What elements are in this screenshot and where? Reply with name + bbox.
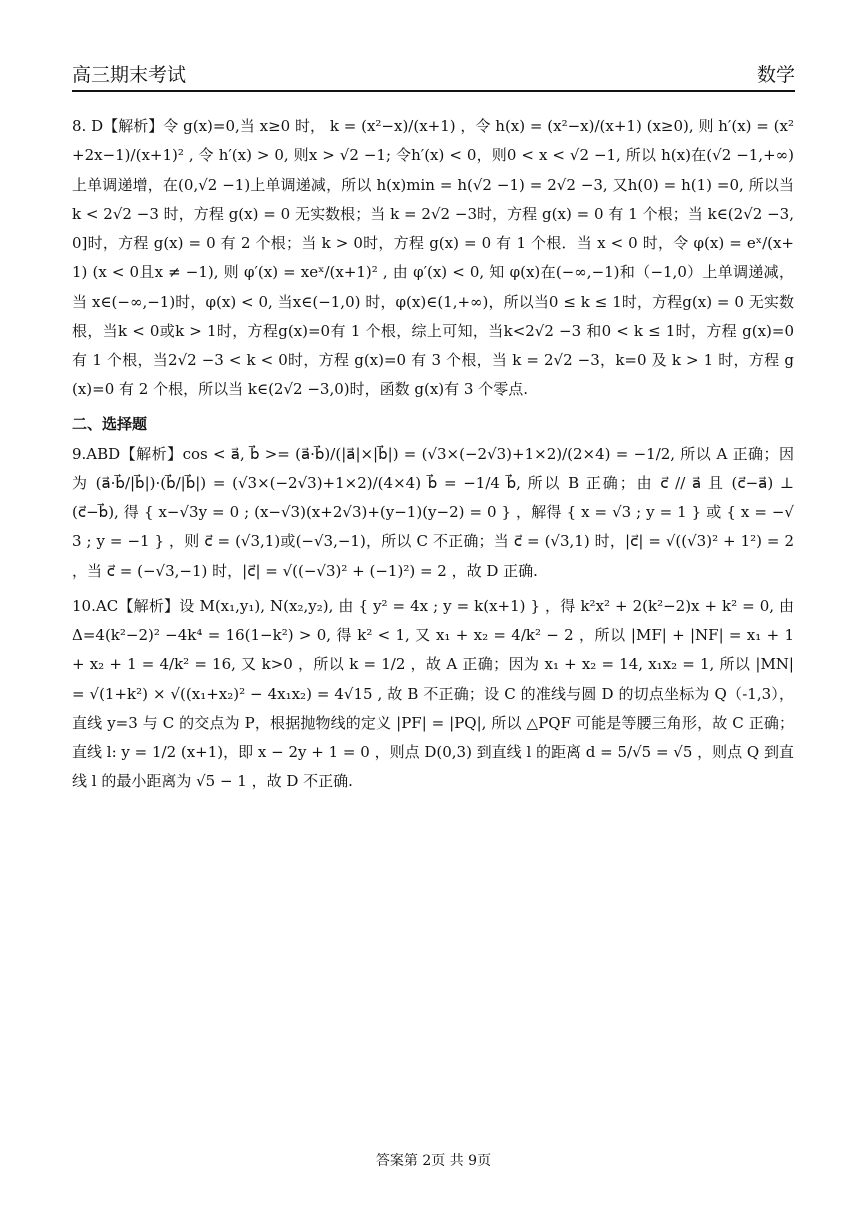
page-footer: 答案第 2页 共 9页 — [375, 1153, 492, 1169]
subject-label: 数学 — [756, 64, 795, 86]
question-10-solution: 10.AC【解析】设 M(x₁,y₁), N(x₂,y₂), 由 { y² = 4x ; y = k(x+1) } ，得 k²x² + 2(k²−2)x + k² = 0, 由Δ=4(k²−2)² −4k⁴ = 16(1−k²) > 0, 得 k² < 1, 又 x₁ + x₂ = 4/k² − 2 ，所以 |MF| + |NF| = x₁ + 1 + x₂ + 1 = 4/k² = 16, 又 k>0 ，所以 k = 1/2 ，故 A 正确；因为 x₁ + x₂ = 14, x₁x₂ = 1, 所以 |MN| = √(1+k²) × √((x₁+x₂)² − 4x₁x₂) = 4√15 , 故 B 不正确；设 C 的准线与圆 D 的切点坐标为 Q（-1,3），直线 y=3 与 C 的交点为 P，根据抛物线的定义 |PF| = |PQ|, 所以 △PQF 可能是等腰三角形，故 C 正确；直线 l: y = 1/2 (x+1)，即 x − 2y + 1 = 0 ，则点 D(0,3) 到直线 l 的距离 d = 5/√5 = √5 ，则点 Q 到直线 l 的最小距离为 √5 − 1 ，故 D 不正确. — [72, 596, 795, 791]
page-header — [72, 58, 795, 92]
answer-content — [72, 112, 794, 803]
question-8-solution: 8. D【解析】令 g(x)=0,当 x≥0 时， k = (x²−x)/(x+1) ，令 h(x) = (x²−x)/(x+1) (x≥0), 则 h′(x) = (x²+2x−1)/(x+1)² , 令 h′(x) > 0, 则x > √2 −1; 令h′(x) < 0，则0 < x < √2 −1, 所以 h(x)在(√2 −1,+∞)上单调递增，在(0,√2 −1)上单调递减，所以 h(x)min = h(√2 −1) = 2√2 −3, 又h(0) = h(1) =0, 所以当 k < 2√2 −3 时，方程 g(x) = 0 无实数根；当 k = 2√2 −3时，方程 g(x) = 0 有 1 个根；当 k∈(2√2 −3,0]时，方程 g(x) = 0 有 2 个根；当 k > 0时，方程 g(x) = 0 有 1 个根．当 x < 0 时，令 φ(x) = eˣ/(x+1) (x < 0且x ≠ −1), 则 φ′(x) = xeˣ/(x+1)² , 由 φ′(x) < 0, 知 φ(x)在(−∞,−1)和（−1,0）上单调递减，当 x∈(−∞,−1)时，φ(x) < 0, 当x∈(−1,0) 时，φ(x)∈(1,+∞)，所以当0 ≤ k ≤ 1时，方程g(x) = 0 无实数根，当k < 0或k > 1时，方程g(x)=0有 1 个根，综上可知，当k<2√2 −3 和0 < k ≤ 1时，方程 g(x)=0 有 1 个根，当2√2 −3 < k < 0时，方程 g(x)=0 有 3 个根，当 k = 2√2 −3，k=0 及 k > 1 时，方程 g(x)=0 有 2 个根，所以当 k∈(2√2 −3,0)时，函数 g(x)有 3 个零点. — [72, 117, 794, 399]
exam-title: 高三期末考试 — [72, 64, 187, 86]
question-9-solution: 9.ABD【解析】cos < a⃗, b⃗ >= (a⃗·b⃗)/(|a⃗|×|b⃗|) = (√3×(−2√3)+1×2)/(2×4) = −1/2, 所以 A 正确；因为 (a⃗·b⃗/|b⃗|)·(b⃗/|b⃗|) = (√3×(−2√3)+1×2)/(4×4) b⃗ = −1/4 b⃗, 所以 B 正确；由 c⃗ // a⃗ 且 (c⃗−a⃗) ⊥ (c⃗−b⃗), 得 { x−√3y = 0 ; (x−√3)(x+2√3)+(y−1)(y−2) = 0 } ，解得 { x = √3 ; y = 1 } 或 { x = −√3 ; y = −1 } ，则 c⃗ = (√3,1)或(−√3,−1)，所以 C 不正确；当 c⃗ = (√3,1) 时，|c⃗| = √((√3)² + 1²) = 2 ，当 c⃗ = (−√3,−1) 时，|c⃗| = √((−√3)² + (−1)²) = 2 ，故 D 正确. — [72, 444, 794, 580]
section-title: 二、选择题 — [72, 414, 148, 433]
